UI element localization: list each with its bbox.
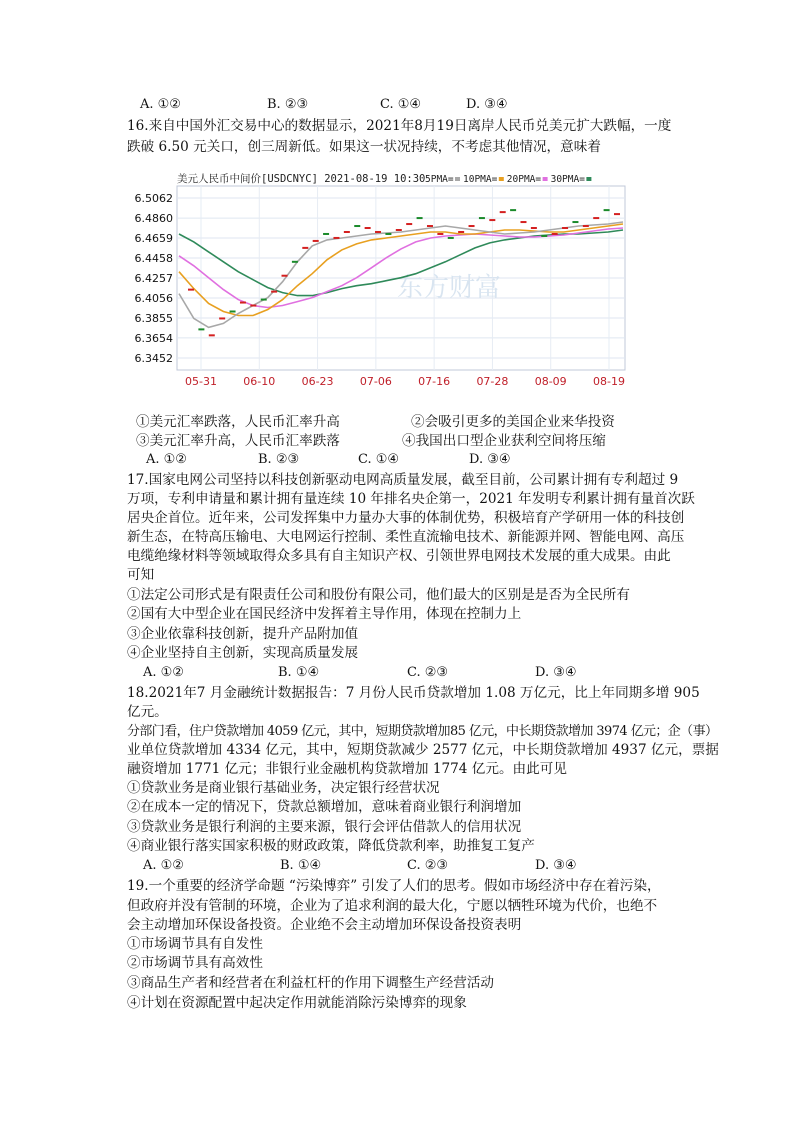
price-point [417, 217, 423, 219]
legend-swatch [586, 177, 591, 181]
y-tick-label: 6.4659 [134, 232, 173, 246]
price-point [614, 213, 620, 215]
y-tick-label: 6.3452 [134, 352, 173, 365]
price-point [323, 233, 329, 235]
q16-option-a: A. ①② [146, 452, 187, 467]
q16-option-d: D. ③④ [469, 452, 511, 467]
q17-option-b: B. ①④ [278, 665, 320, 680]
y-tick-label: 6.3654 [134, 331, 173, 345]
x-tick-label: 08-19 [593, 375, 625, 388]
chart-canvas [127, 170, 630, 392]
q15-option-a: A. ①② [140, 97, 181, 112]
price-point [261, 299, 267, 301]
price-point [292, 261, 298, 263]
q18-stem-line: 18.2021年7 月金融统计数据报告：7 月份人民币贷款增加 1.08 万亿元，比上年同期多增 905 [127, 685, 700, 701]
q17-stem-line: 17.国家电网公司坚持以科技创新驱动电网高质量发展，截至目前，公司累计拥有专利超过 9 [127, 472, 679, 488]
q17-choice: ①法定公司形式是有限责任公司和股份有限公司，他们最大的区别是是否为全民所有 [127, 587, 630, 603]
price-point [333, 237, 339, 239]
q16-option-b: B. ②③ [258, 452, 300, 467]
q16-stem-line: 跌破 6.50 元关口，创三周新低。如果这一状况持续，不考虑其他情况，意味着 [127, 139, 601, 155]
q17-stem-line: 万项，专利申请量和累计拥有量连续 10 年排名央企第一，2021 年发明专利累计拥有量首次跃 [127, 491, 695, 507]
y-tick-label: 6.4458 [134, 252, 173, 266]
legend-label: 30PMA= [550, 174, 585, 185]
q16-choice: ②会吸引更多的美国企业来华投资 [411, 414, 615, 430]
q18-choice: ①贷款业务是商业银行基础业务，决定银行经营状况 [127, 780, 440, 796]
y-tick-label: 6.5062 [134, 192, 173, 205]
price-point [354, 225, 360, 227]
price-point [365, 227, 371, 229]
legend-label: 20PMA= [506, 174, 542, 185]
q17-stem-line: 新生态，在特高压输电、大电网运行控制、柔性直流输电技术、新能源并网、智能电网、高压 [127, 529, 685, 545]
q19-stem-line: 19.一个重要的经济学命题 “污染博弈” 引发了人们的思考。假如市场经济中存在着污染， [127, 878, 661, 894]
q17-option-a: A. ①② [143, 665, 184, 680]
q17-choice: ②国有大中型企业在国民经济中发挥着主导作用，体现在控制力上 [127, 606, 522, 622]
price-point [250, 305, 256, 307]
q19-stem-line: 会主动增加环保设备投资。企业绝不会主动增加环保设备投资表明 [127, 917, 522, 933]
price-point [562, 227, 568, 229]
price-point [385, 233, 391, 235]
price-point [406, 223, 412, 225]
chart-title: 美元人民币中间价[USDCNYC] 2021-08-19 10:30 [177, 173, 426, 185]
price-point [396, 229, 402, 231]
legend-swatch [455, 177, 460, 181]
price-point [531, 227, 537, 229]
q15-option-b: B. ②③ [267, 97, 309, 112]
q18-option-b: B. ①④ [280, 858, 322, 873]
price-point [448, 237, 454, 239]
q18-stem-line: 亿元。 [127, 704, 168, 720]
q17-stem-line: 居央企首位。近年来，公司发挥集中力量办大事的体制优势，积极培育产学研用一体的科技创 [127, 510, 685, 526]
q18-choice: ③贷款业务是银行利润的主要来源，银行会评估借款人的信用状况 [127, 819, 522, 835]
q17-option-c: C. ②③ [407, 665, 449, 680]
price-point [604, 209, 610, 211]
q17-stem-line: 电缆绝缘材料等领域取得众多具有自主知识产权、引领世界电网技术发展的重大成果。由此 [127, 548, 671, 564]
q18-option-c: C. ②③ [407, 858, 449, 873]
q17-choice: ③企业依靠科技创新，提升产品附加值 [127, 626, 359, 642]
x-tick-label: 07-06 [359, 375, 392, 388]
price-point [219, 317, 225, 319]
x-tick-label: 08-09 [534, 375, 567, 388]
q15-option-c: C. ①④ [380, 97, 422, 112]
legend-label: 5PMA= [425, 174, 454, 185]
price-point [572, 221, 578, 223]
price-point [344, 231, 350, 233]
y-tick-label: 6.4257 [134, 272, 173, 285]
q16-choice: ③美元汇率升高，人民币汇率跌落 [136, 433, 340, 449]
price-point [469, 225, 475, 227]
price-point [375, 231, 381, 233]
q19-choice: ②市场调节具有高效性 [127, 955, 263, 971]
q15-option-d: D. ③④ [466, 97, 508, 112]
q17-stem-line: 可知 [127, 567, 155, 583]
price-point [541, 235, 547, 237]
q18-stem-line: 业单位贷款增加 4334 亿元，其中，短期贷款减少 2577 亿元，中长期贷款增加 4937 亿元，票据 [127, 742, 719, 758]
x-tick-label: 07-28 [476, 375, 509, 388]
exchange-rate-chart [127, 170, 630, 392]
q19-choice: ④计划在资源配置中起决定作用就能消除污染博弈的现象 [127, 995, 467, 1011]
price-point [302, 247, 308, 249]
price-point [209, 334, 215, 336]
q17-option-d: D. ③④ [535, 665, 577, 680]
q19-choice: ①市场调节具有自发性 [127, 936, 263, 952]
price-point [437, 233, 443, 235]
price-point [198, 328, 204, 330]
price-point [427, 225, 433, 227]
y-tick-label: 6.4860 [134, 212, 173, 226]
legend-swatch [499, 177, 504, 181]
y-tick-label: 6.4056 [134, 291, 173, 305]
q16-choice: ①美元汇率跌落，人民币汇率升高 [136, 414, 340, 430]
x-tick-label: 07-16 [418, 375, 451, 388]
price-point [552, 233, 558, 235]
q17-choice: ④企业坚持自主创新，实现高质量发展 [127, 645, 359, 661]
legend-label: 10PMA= [463, 174, 498, 185]
x-tick-label: 06-23 [301, 375, 334, 388]
q16-option-c: C. ①④ [358, 452, 400, 467]
x-tick-label: 06-10 [243, 375, 276, 388]
x-tick-label: 05-31 [185, 375, 217, 388]
legend-swatch [543, 177, 548, 181]
q18-choice: ②在成本一定的情况下，贷款总额增加，意味着商业银行利润增加 [127, 799, 522, 815]
q19-choice: ③商品生产者和经营者在利益杠杆的作用下调整生产经营活动 [127, 975, 495, 991]
y-tick-label: 6.3855 [134, 311, 173, 325]
q18-option-a: A. ①② [143, 858, 184, 873]
price-point [271, 291, 277, 293]
q19-stem-line: 但政府并没有管制的环境，企业为了追求利润的最大化，宁愿以牺牲环境为代价，也绝不 [127, 898, 658, 914]
price-point [188, 289, 194, 291]
price-point [489, 219, 495, 221]
q18-choice: ④商业银行落实国家积极的财政政策，降低贷款利率，助推复工复产 [127, 838, 535, 854]
price-point [230, 310, 236, 312]
watermark-text: 东方财富 [397, 273, 502, 303]
price-point [282, 275, 288, 277]
q18-option-d: D. ③④ [535, 858, 577, 873]
price-point [240, 302, 246, 304]
price-point [313, 240, 319, 242]
price-point [520, 221, 526, 223]
q16-stem-line: 16.来自中国外汇交易中心的数据显示，2021年8月19日离岸人民币兑美元扩大跌幅，一度 [127, 118, 672, 134]
price-point [510, 209, 516, 211]
price-point [479, 217, 485, 219]
q18-stem-line: 分部门看，住户贷款增加 4059 亿元，其中，短期贷款增加85 亿元，中长期贷款增加 3974 亿元；企（事） [127, 724, 718, 739]
price-point [583, 225, 589, 227]
q16-choice: ④我国出口型企业获利空间将压缩 [402, 433, 606, 449]
q18-stem-line: 融资增加 1771 亿元；非银行业金融机构贷款增加 1774 亿元。由此可见 [127, 761, 567, 777]
price-point [593, 217, 599, 219]
price-point [458, 231, 464, 233]
price-point [500, 211, 506, 213]
